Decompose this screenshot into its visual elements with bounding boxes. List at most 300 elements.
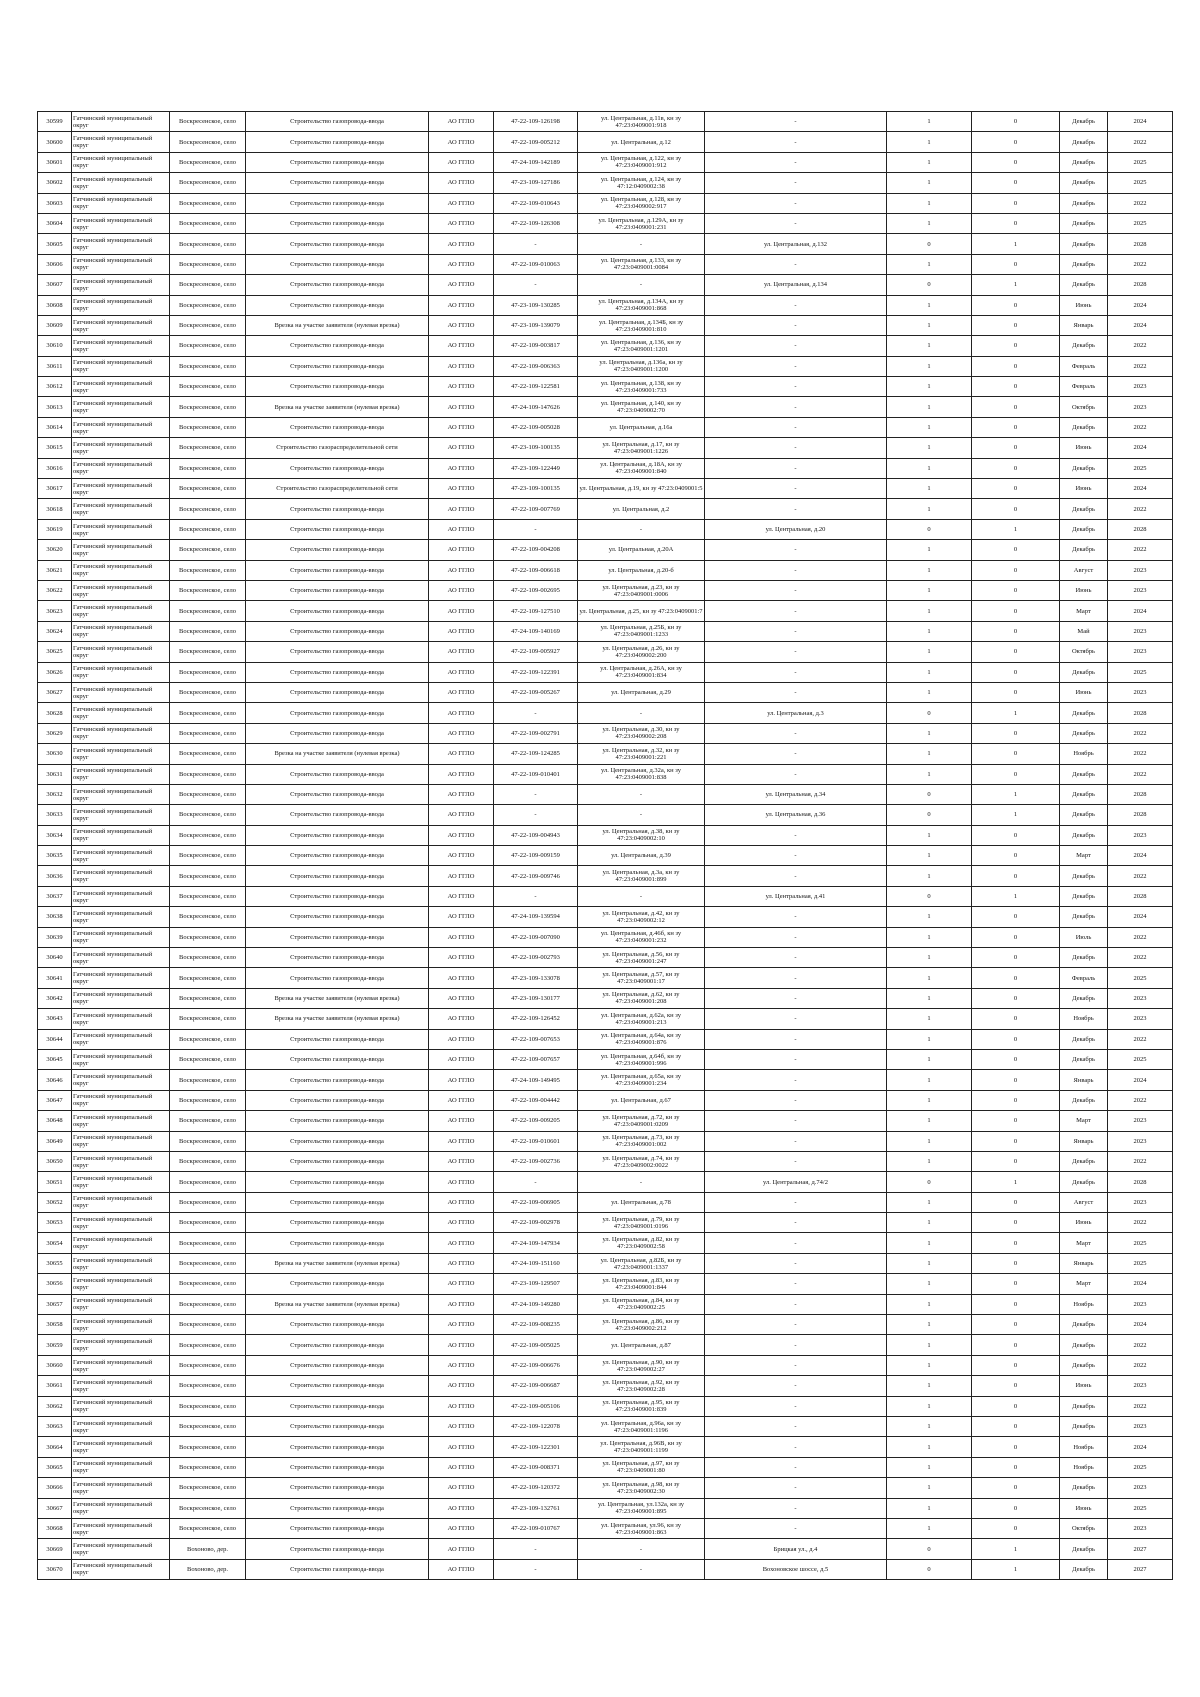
year-cell: 2023 — [1108, 621, 1173, 641]
work-type-cell: Строительство газопровода-ввода — [246, 1559, 429, 1579]
flag-a-cell: 1 — [887, 1029, 972, 1049]
work-type-cell: Строительство газопровода-ввода — [246, 540, 429, 560]
settlement-cell: Воскресенское, село — [170, 1396, 246, 1416]
flag-a-cell: 1 — [887, 1376, 972, 1396]
row-number: 30607 — [38, 275, 72, 295]
row-number: 30633 — [38, 805, 72, 825]
organization-cell: АО ГГЛО — [429, 112, 494, 132]
address-cadastre-cell: ул. Центральная, д.140, кн зу 47:23:0409002:70 — [578, 397, 705, 417]
flag-b-cell: 0 — [972, 988, 1060, 1008]
table-row — [38, 1029, 1173, 1049]
month-cell: Февраль — [1060, 377, 1108, 397]
month-cell: Март — [1060, 1111, 1108, 1131]
cadastre-id-cell: 47-22-109-009746 — [494, 866, 578, 886]
row-number: 30611 — [38, 356, 72, 376]
organization-cell: АО ГГЛО — [429, 275, 494, 295]
work-type-cell: Строительство газопровода-ввода — [246, 968, 429, 988]
flag-a-cell: 1 — [887, 621, 972, 641]
work-type-cell: Строительство газопровода-ввода — [246, 886, 429, 906]
flag-b-cell: 0 — [972, 1478, 1060, 1498]
work-type-cell: Строительство газопровода-ввода — [246, 1049, 429, 1069]
address-cell: ул. Центральная, д.74/2 — [705, 1172, 887, 1192]
year-cell: 2025 — [1108, 1498, 1173, 1518]
settlement-cell: Воскресенское, село — [170, 948, 246, 968]
address-cell: - — [705, 1009, 887, 1029]
address-cadastre-cell: ул. Центральная, ул.132а, кн зу 47:23:0409001:895 — [578, 1498, 705, 1518]
address-cadastre-cell: ул. Центральная, д.18А, кн зу 47:23:0409001:840 — [578, 458, 705, 478]
settlement-cell: Воскресенское, село — [170, 377, 246, 397]
organization-cell: АО ГГЛО — [429, 968, 494, 988]
flag-b-cell: 1 — [972, 234, 1060, 254]
address-cadastre-cell: ул. Центральная, д.20-б — [578, 560, 705, 580]
settlement-cell: Воскресенское, село — [170, 356, 246, 376]
address-cadastre-cell: ул. Центральная, д.64б, кн зу 47:23:0409001:996 — [578, 1049, 705, 1069]
address-cadastre-cell: ул. Центральная, д.98, кн зу 47:23:0409002:30 — [578, 1478, 705, 1498]
row-number: 30650 — [38, 1151, 72, 1171]
district-cell: Гатчинский муниципальный округ — [72, 1478, 170, 1498]
work-type-cell: Строительство газопровода-ввода — [246, 152, 429, 172]
district-cell: Гатчинский муниципальный округ — [72, 1437, 170, 1457]
settlement-cell: Воскресенское, село — [170, 866, 246, 886]
work-type-cell: Строительство газопровода-ввода — [246, 580, 429, 600]
address-cadastre-cell: - — [578, 519, 705, 539]
district-cell: Гатчинский муниципальный округ — [72, 1417, 170, 1437]
cadastre-id-cell: - — [494, 519, 578, 539]
month-cell: Декабрь — [1060, 1049, 1108, 1069]
year-cell: 2023 — [1108, 377, 1173, 397]
flag-a-cell: 1 — [887, 540, 972, 560]
year-cell: 2023 — [1108, 1111, 1173, 1131]
flag-a-cell: 1 — [887, 132, 972, 152]
address-cell: - — [705, 132, 887, 152]
row-number: 30667 — [38, 1498, 72, 1518]
cadastre-id-cell: 47-24-109-149495 — [494, 1070, 578, 1090]
row-number: 30603 — [38, 193, 72, 213]
settlement-cell: Воскресенское, село — [170, 601, 246, 621]
address-cadastre-cell: ул. Центральная, д.74, кн зу 47:23:0409002:0022 — [578, 1151, 705, 1171]
year-cell: 2024 — [1108, 601, 1173, 621]
address-cadastre-cell: - — [578, 275, 705, 295]
flag-a-cell: 1 — [887, 764, 972, 784]
work-type-cell: Строительство газопровода-ввода — [246, 1151, 429, 1171]
address-cell: - — [705, 540, 887, 560]
flag-b-cell: 0 — [972, 1315, 1060, 1335]
flag-b-cell: 0 — [972, 1192, 1060, 1212]
district-cell: Гатчинский муниципальный округ — [72, 479, 170, 499]
address-cadastre-cell: ул. Центральная, д.64а, кн зу 47:23:0409001:876 — [578, 1029, 705, 1049]
cadastre-id-cell: 47-23-109-130285 — [494, 295, 578, 315]
address-cell: - — [705, 1457, 887, 1477]
table-row — [38, 927, 1173, 947]
organization-cell: АО ГГЛО — [429, 1376, 494, 1396]
month-cell: Декабрь — [1060, 764, 1108, 784]
district-cell: Гатчинский муниципальный округ — [72, 825, 170, 845]
table-row — [38, 336, 1173, 356]
address-cell: - — [705, 499, 887, 519]
month-cell: Январь — [1060, 1070, 1108, 1090]
row-number: 30647 — [38, 1090, 72, 1110]
address-cell: - — [705, 948, 887, 968]
work-type-cell: Строительство газопровода-ввода — [246, 560, 429, 580]
month-cell: Декабрь — [1060, 152, 1108, 172]
month-cell: Ноябрь — [1060, 1009, 1108, 1029]
settlement-cell: Воскресенское, село — [170, 662, 246, 682]
month-cell: Декабрь — [1060, 825, 1108, 845]
month-cell: Декабрь — [1060, 193, 1108, 213]
flag-a-cell: 1 — [887, 723, 972, 743]
settlement-cell: Воскресенское, село — [170, 927, 246, 947]
settlement-cell: Воскресенское, село — [170, 1131, 246, 1151]
settlement-cell: Воскресенское, село — [170, 1253, 246, 1273]
row-number: 30628 — [38, 703, 72, 723]
organization-cell: АО ГГЛО — [429, 682, 494, 702]
flag-b-cell: 1 — [972, 886, 1060, 906]
row-number: 30606 — [38, 254, 72, 274]
cadastre-id-cell: 47-22-109-126198 — [494, 112, 578, 132]
settlement-cell: Воскресенское, село — [170, 703, 246, 723]
address-cadastre-cell: ул. Центральная, д.2 — [578, 499, 705, 519]
row-number: 30602 — [38, 173, 72, 193]
district-cell: Гатчинский муниципальный округ — [72, 234, 170, 254]
settlement-cell: Воскресенское, село — [170, 499, 246, 519]
flag-a-cell: 1 — [887, 1192, 972, 1212]
settlement-cell: Воскресенское, село — [170, 1029, 246, 1049]
year-cell: 2023 — [1108, 988, 1173, 1008]
work-type-cell: Строительство газопровода-ввода — [246, 948, 429, 968]
district-cell: Гатчинский муниципальный округ — [72, 560, 170, 580]
flag-a-cell: 1 — [887, 1417, 972, 1437]
organization-cell: АО ГГЛО — [429, 927, 494, 947]
work-type-cell: Строительство газопровода-ввода — [246, 682, 429, 702]
district-cell: Гатчинский муниципальный округ — [72, 438, 170, 458]
year-cell: 2028 — [1108, 805, 1173, 825]
year-cell: 2023 — [1108, 642, 1173, 662]
address-cadastre-cell: - — [578, 703, 705, 723]
month-cell: Ноябрь — [1060, 744, 1108, 764]
flag-b-cell: 0 — [972, 1355, 1060, 1375]
flag-a-cell: 1 — [887, 1009, 972, 1029]
district-cell: Гатчинский муниципальный округ — [72, 1396, 170, 1416]
district-cell: Гатчинский муниципальный округ — [72, 397, 170, 417]
table-row — [38, 948, 1173, 968]
month-cell: Декабрь — [1060, 723, 1108, 743]
year-cell: 2022 — [1108, 866, 1173, 886]
cadastre-id-cell: 47-24-109-147626 — [494, 397, 578, 417]
table-row — [38, 1417, 1173, 1437]
cadastre-id-cell: 47-22-109-005028 — [494, 417, 578, 437]
table-row — [38, 968, 1173, 988]
row-number: 30624 — [38, 621, 72, 641]
work-type-cell: Строительство газопровода-ввода — [246, 1213, 429, 1233]
table-row — [38, 356, 1173, 376]
district-cell: Гатчинский муниципальный округ — [72, 519, 170, 539]
month-cell: Октябрь — [1060, 1518, 1108, 1538]
table-row — [38, 866, 1173, 886]
flag-b-cell: 1 — [972, 519, 1060, 539]
settlement-cell: Воскресенское, село — [170, 784, 246, 804]
year-cell: 2023 — [1108, 1294, 1173, 1314]
address-cadastre-cell: - — [578, 886, 705, 906]
work-type-cell: Строительство газопровода-ввода — [246, 784, 429, 804]
row-number: 30662 — [38, 1396, 72, 1416]
cadastre-id-cell: 47-22-109-005267 — [494, 682, 578, 702]
settlement-cell: Воскресенское, село — [170, 764, 246, 784]
flag-a-cell: 1 — [887, 662, 972, 682]
work-type-cell: Строительство газопровода-ввода — [246, 825, 429, 845]
district-cell: Гатчинский муниципальный округ — [72, 1009, 170, 1029]
flag-a-cell: 1 — [887, 152, 972, 172]
address-cadastre-cell: ул. Центральная, д.3а, кн зу 47:23:0409001:899 — [578, 866, 705, 886]
address-cell: - — [705, 1213, 887, 1233]
address-cell: - — [705, 560, 887, 580]
row-number: 30637 — [38, 886, 72, 906]
address-cadastre-cell: ул. Центральная, д.83, кн зу 47:23:0409001:844 — [578, 1274, 705, 1294]
flag-a-cell: 1 — [887, 988, 972, 1008]
row-number: 30648 — [38, 1111, 72, 1131]
year-cell: 2022 — [1108, 1396, 1173, 1416]
flag-a-cell: 1 — [887, 825, 972, 845]
flag-b-cell: 0 — [972, 560, 1060, 580]
settlement-cell: Вохоново, дер. — [170, 1559, 246, 1579]
address-cell: - — [705, 1376, 887, 1396]
settlement-cell: Воскресенское, село — [170, 152, 246, 172]
row-number: 30609 — [38, 315, 72, 335]
flag-b-cell: 0 — [972, 825, 1060, 845]
table-row — [38, 723, 1173, 743]
flag-a-cell: 1 — [887, 438, 972, 458]
flag-a-cell: 1 — [887, 1090, 972, 1110]
organization-cell: АО ГГЛО — [429, 1315, 494, 1335]
row-number: 30626 — [38, 662, 72, 682]
work-type-cell: Строительство газопровода-ввода — [246, 1437, 429, 1457]
table-row — [38, 560, 1173, 580]
address-cadastre-cell: ул. Центральная, д.82Б, кн зу 47:23:0409001:1337 — [578, 1253, 705, 1273]
organization-cell: АО ГГЛО — [429, 499, 494, 519]
organization-cell: АО ГГЛО — [429, 907, 494, 927]
flag-a-cell: 1 — [887, 1355, 972, 1375]
flag-a-cell: 1 — [887, 173, 972, 193]
work-type-cell: Строительство газопровода-ввода — [246, 173, 429, 193]
address-cell: Брицкая ул., д.4 — [705, 1539, 887, 1559]
row-number: 30604 — [38, 213, 72, 233]
organization-cell: АО ГГЛО — [429, 662, 494, 682]
organization-cell: АО ГГЛО — [429, 642, 494, 662]
settlement-cell: Воскресенское, село — [170, 1294, 246, 1314]
settlement-cell: Вохоново, дер. — [170, 1539, 246, 1559]
month-cell: Июнь — [1060, 438, 1108, 458]
settlement-cell: Воскресенское, село — [170, 1111, 246, 1131]
year-cell: 2024 — [1108, 1274, 1173, 1294]
flag-b-cell: 0 — [972, 1294, 1060, 1314]
district-cell: Гатчинский муниципальный округ — [72, 1498, 170, 1518]
settlement-cell: Воскресенское, село — [170, 846, 246, 866]
month-cell: Декабрь — [1060, 254, 1108, 274]
district-cell: Гатчинский муниципальный округ — [72, 846, 170, 866]
organization-cell: АО ГГЛО — [429, 1559, 494, 1579]
work-type-cell: Строительство газопровода-ввода — [246, 927, 429, 947]
address-cell: - — [705, 1315, 887, 1335]
work-type-cell: Строительство газораспределительной сети — [246, 438, 429, 458]
work-type-cell: Строительство газопровода-ввода — [246, 1192, 429, 1212]
cadastre-id-cell: 47-24-109-140169 — [494, 621, 578, 641]
flag-b-cell: 0 — [972, 356, 1060, 376]
address-cell: - — [705, 968, 887, 988]
address-cadastre-cell: ул. Центральная, д.32, кн зу 47:23:0409001:221 — [578, 744, 705, 764]
organization-cell: АО ГГЛО — [429, 580, 494, 600]
organization-cell: АО ГГЛО — [429, 1335, 494, 1355]
flag-a-cell: 1 — [887, 1131, 972, 1151]
flag-b-cell: 0 — [972, 1090, 1060, 1110]
row-number: 30653 — [38, 1213, 72, 1233]
flag-a-cell: 0 — [887, 1172, 972, 1192]
row-number: 30654 — [38, 1233, 72, 1253]
flag-b-cell: 0 — [972, 540, 1060, 560]
district-cell: Гатчинский муниципальный округ — [72, 662, 170, 682]
flag-b-cell: 0 — [972, 1213, 1060, 1233]
flag-b-cell: 0 — [972, 112, 1060, 132]
table-row — [38, 703, 1173, 723]
flag-b-cell: 1 — [972, 1539, 1060, 1559]
address-cadastre-cell: ул. Центральная, д.92, кн зу 47:23:0409002:28 — [578, 1376, 705, 1396]
organization-cell: АО ГГЛО — [429, 560, 494, 580]
work-type-cell: Врезка на участке заявителя (нулевая врезка) — [246, 1253, 429, 1273]
flag-b-cell: 0 — [972, 132, 1060, 152]
cadastre-id-cell: 47-24-109-139594 — [494, 907, 578, 927]
cadastre-id-cell: 47-22-109-120372 — [494, 1478, 578, 1498]
work-type-cell: Строительство газопровода-ввода — [246, 662, 429, 682]
organization-cell: АО ГГЛО — [429, 1294, 494, 1314]
district-cell: Гатчинский муниципальный округ — [72, 703, 170, 723]
row-number: 30632 — [38, 784, 72, 804]
year-cell: 2025 — [1108, 662, 1173, 682]
cadastre-id-cell: 47-22-109-009205 — [494, 1111, 578, 1131]
address-cadastre-cell: ул. Центральная, д.11в, кн зу 47:23:0409001:918 — [578, 112, 705, 132]
year-cell: 2024 — [1108, 479, 1173, 499]
flag-a-cell: 1 — [887, 336, 972, 356]
address-cell: - — [705, 213, 887, 233]
address-cell: - — [705, 764, 887, 784]
work-type-cell: Строительство газопровода-ввода — [246, 866, 429, 886]
month-cell: Декабрь — [1060, 1539, 1108, 1559]
address-cell: - — [705, 907, 887, 927]
year-cell: 2028 — [1108, 234, 1173, 254]
table-row — [38, 1172, 1173, 1192]
flag-a-cell: 1 — [887, 1335, 972, 1355]
row-number: 30622 — [38, 580, 72, 600]
organization-cell: АО ГГЛО — [429, 132, 494, 152]
settlement-cell: Воскресенское, село — [170, 886, 246, 906]
work-type-cell: Строительство газопровода-ввода — [246, 601, 429, 621]
flag-b-cell: 0 — [972, 417, 1060, 437]
flag-a-cell: 1 — [887, 682, 972, 702]
address-cell: - — [705, 988, 887, 1008]
address-cell: - — [705, 825, 887, 845]
district-cell: Гатчинский муниципальный округ — [72, 948, 170, 968]
flag-b-cell: 0 — [972, 968, 1060, 988]
address-cell: - — [705, 1049, 887, 1069]
address-cell: - — [705, 744, 887, 764]
address-cell: - — [705, 866, 887, 886]
district-cell: Гатчинский муниципальный округ — [72, 1559, 170, 1579]
work-type-cell: Врезка на участке заявителя (нулевая врезка) — [246, 744, 429, 764]
organization-cell: АО ГГЛО — [429, 1029, 494, 1049]
year-cell: 2028 — [1108, 275, 1173, 295]
work-type-cell: Строительство газопровода-ввода — [246, 1111, 429, 1131]
row-number: 30658 — [38, 1315, 72, 1335]
month-cell: Июнь — [1060, 295, 1108, 315]
flag-a-cell: 1 — [887, 193, 972, 213]
district-cell: Гатчинский муниципальный округ — [72, 1213, 170, 1233]
year-cell: 2028 — [1108, 886, 1173, 906]
month-cell: Декабрь — [1060, 234, 1108, 254]
address-cell: - — [705, 356, 887, 376]
table-row — [38, 132, 1173, 152]
table-row — [38, 642, 1173, 662]
cadastre-id-cell: 47-22-109-122391 — [494, 662, 578, 682]
address-cell: Вохоновское шоссе, д.5 — [705, 1559, 887, 1579]
flag-b-cell: 0 — [972, 866, 1060, 886]
month-cell: Июнь — [1060, 1498, 1108, 1518]
flag-b-cell: 0 — [972, 458, 1060, 478]
table-row — [38, 1437, 1173, 1457]
cadastre-id-cell: 47-23-109-100135 — [494, 479, 578, 499]
address-cell: - — [705, 1396, 887, 1416]
organization-cell: АО ГГЛО — [429, 234, 494, 254]
address-cell: - — [705, 621, 887, 641]
year-cell: 2022 — [1108, 417, 1173, 437]
year-cell: 2022 — [1108, 336, 1173, 356]
address-cell: - — [705, 1437, 887, 1457]
work-type-cell: Строительство газопровода-ввода — [246, 1498, 429, 1518]
address-cell: - — [705, 682, 887, 702]
address-cadastre-cell: ул. Центральная, д.17, кн зу 47:23:0409001:1226 — [578, 438, 705, 458]
table-row — [38, 621, 1173, 641]
organization-cell: АО ГГЛО — [429, 173, 494, 193]
cadastre-id-cell: 47-22-109-006676 — [494, 1355, 578, 1375]
flag-b-cell: 0 — [972, 438, 1060, 458]
work-type-cell: Врезка на участке заявителя (нулевая врезка) — [246, 315, 429, 335]
organization-cell: АО ГГЛО — [429, 784, 494, 804]
month-cell: Декабрь — [1060, 1396, 1108, 1416]
year-cell: 2023 — [1108, 1478, 1173, 1498]
flag-b-cell: 0 — [972, 1029, 1060, 1049]
work-type-cell: Строительство газопровода-ввода — [246, 336, 429, 356]
address-cadastre-cell: - — [578, 1539, 705, 1559]
year-cell: 2023 — [1108, 1417, 1173, 1437]
settlement-cell: Воскресенское, село — [170, 1335, 246, 1355]
cadastre-id-cell: 47-23-109-133078 — [494, 968, 578, 988]
month-cell: Июнь — [1060, 682, 1108, 702]
flag-b-cell: 0 — [972, 1457, 1060, 1477]
address-cell: - — [705, 336, 887, 356]
settlement-cell: Воскресенское, село — [170, 315, 246, 335]
year-cell: 2022 — [1108, 193, 1173, 213]
settlement-cell: Воскресенское, село — [170, 682, 246, 702]
organization-cell: АО ГГЛО — [429, 988, 494, 1008]
table-row — [38, 193, 1173, 213]
flag-a-cell: 0 — [887, 703, 972, 723]
month-cell: Декабрь — [1060, 213, 1108, 233]
flag-b-cell: 1 — [972, 1559, 1060, 1579]
work-type-cell: Строительство газопровода-ввода — [246, 907, 429, 927]
work-type-cell: Строительство газопровода-ввода — [246, 805, 429, 825]
month-cell: Декабрь — [1060, 275, 1108, 295]
flag-b-cell: 1 — [972, 1172, 1060, 1192]
work-type-cell: Строительство газопровода-ввода — [246, 1315, 429, 1335]
flag-b-cell: 0 — [972, 907, 1060, 927]
flag-a-cell: 0 — [887, 886, 972, 906]
address-cell: - — [705, 1233, 887, 1253]
